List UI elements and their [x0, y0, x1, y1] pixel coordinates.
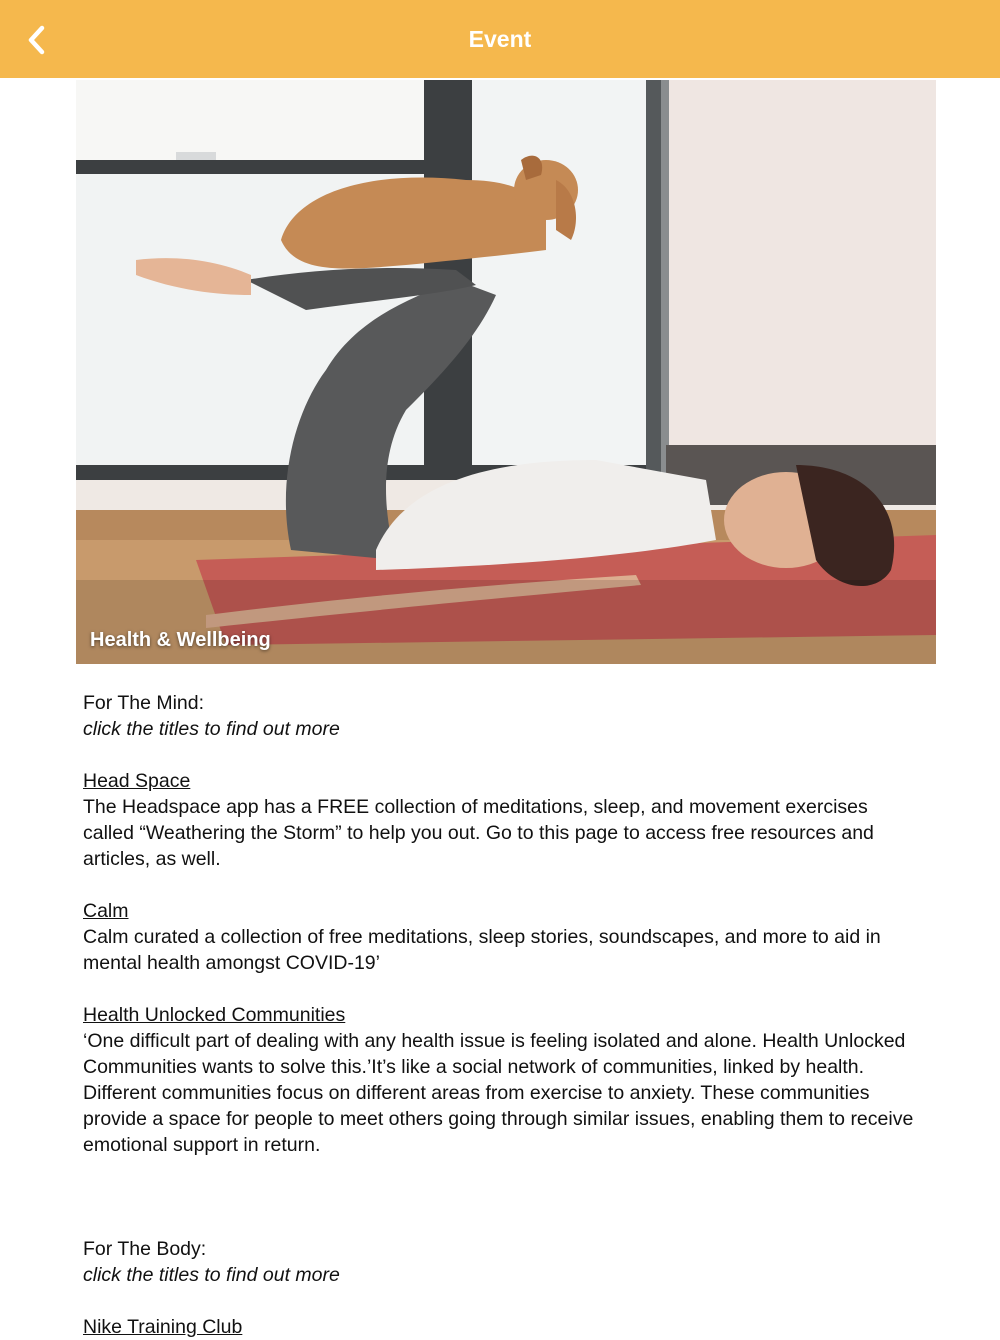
top-navigation-bar	[0, 0, 1000, 78]
resource-item	[83, 1314, 923, 1340]
resource-description: ‘One difficult part of dealing with any health issue is feeling isolated and alone. Health Unlocked Communities wants to solve this.’It’s like a social network of communities, linked by health. Different communities focus on different areas from exercise to anxiety. These communities provide a space for people to meet others going through similar issues, enabling them to receive emotional support in return.	[83, 1030, 914, 1156]
body-section	[83, 1236, 923, 1288]
page-title: Event	[468, 26, 532, 52]
yoga-photo	[76, 80, 936, 664]
section-hint-mind: click the titles to find out more	[83, 718, 340, 740]
resource-description: The Headspace app has a FREE collection of meditations, sleep, and movement exercises called “Weathering the Storm” to help you out. Go to this page to access free resources and articles, as well.	[83, 796, 874, 870]
event-description	[83, 690, 923, 1340]
event-hero-image	[76, 80, 936, 664]
resource-item	[83, 768, 923, 872]
resource-title-link[interactable]: Head Space	[83, 770, 191, 792]
resource-title-link[interactable]: Health Unlocked Communities	[83, 1004, 346, 1026]
resource-description: Calm curated a collection of free meditations, sleep stories, soundscapes, and more to aid in mental health amongst COVID-19’	[83, 926, 881, 974]
resource-item	[83, 1002, 923, 1158]
resource-title-link[interactable]: Nike Training Club	[83, 1316, 243, 1338]
resource-title-link[interactable]: Calm	[83, 900, 129, 922]
section-heading-mind: For The Mind:	[83, 692, 205, 714]
section-hint-body: click the titles to find out more	[83, 1264, 340, 1286]
hero-caption: Health & Wellbeing	[90, 629, 271, 651]
resource-item	[83, 898, 923, 976]
section-heading-body: For The Body:	[83, 1238, 207, 1260]
